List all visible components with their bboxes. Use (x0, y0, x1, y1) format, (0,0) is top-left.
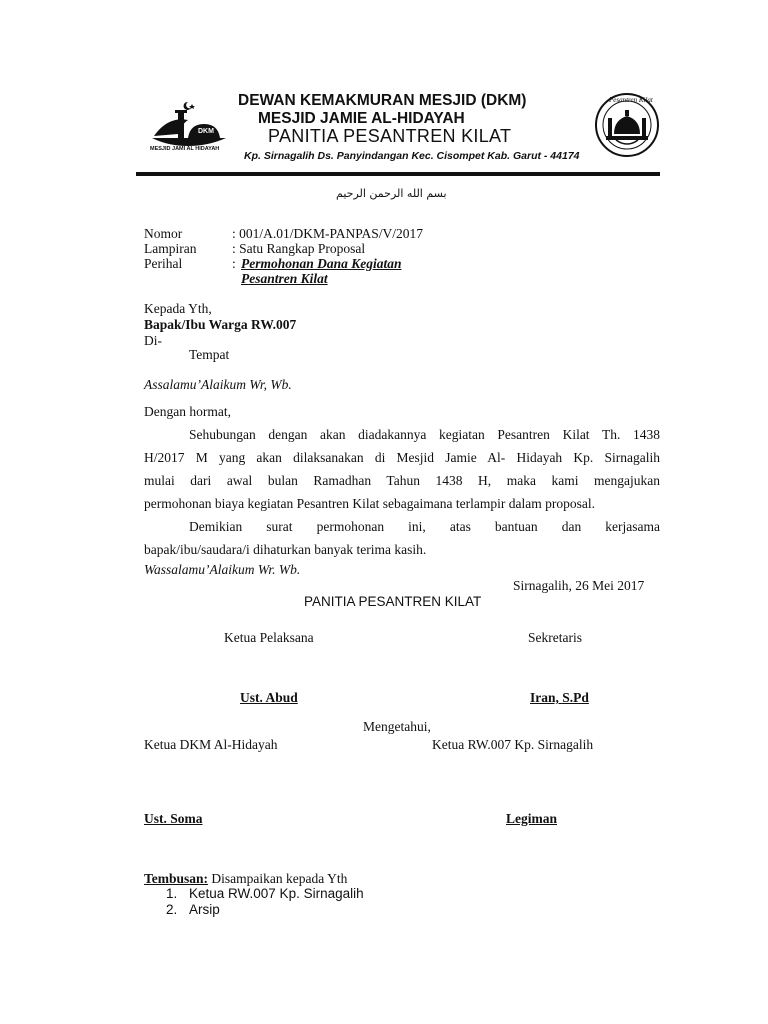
opening: Dengan hormat, (144, 404, 231, 419)
dkm-logo (148, 94, 230, 156)
place-date: Sirnagalih, 26 Mei 2017 (513, 578, 645, 593)
perihal-value-2: Pesantren Kilat (241, 271, 328, 286)
header-rule-thick (136, 172, 660, 176)
paragraph-2-line-2: bapak/ibu/saudara/i dihaturkan banyak terima kasih. (144, 542, 427, 557)
tembusan-item-2-num: 2. (166, 902, 178, 917)
right-logo-text: Pesantren Kilat (609, 96, 653, 104)
left-logo-text: DKM (198, 128, 214, 135)
tembusan-item-1-num: 1. (166, 886, 178, 901)
ketua-dkm-title: Ketua DKM Al-Hidayah (144, 737, 278, 752)
lampiran-value: : Satu Rangkap Proposal (232, 241, 366, 256)
ketua-rw-name: Legiman (506, 811, 558, 826)
tembusan-item-1-text: Ketua RW.007 Kp. Sirnagalih (189, 886, 364, 901)
perihal-label: Perihal (144, 256, 183, 271)
ketua-pelaksana-name: Ust. Abud (240, 690, 298, 705)
lampiran-label: Lampiran (144, 241, 197, 256)
org-line-1: DEWAN KEMAKMURAN MESJID (DKM) (238, 92, 527, 109)
pesantren-kilat-logo (594, 92, 660, 158)
paragraph-1-line-1: Sehubungan dengan akan diadakannya kegiatan Pesantren Kilat Th. 1438 (189, 427, 660, 442)
org-line-2: MESJID JAMIE AL-HIDAYAH (258, 110, 465, 127)
org-line-3: PANITIA PESANTREN KILAT (268, 126, 512, 146)
closing: Wassalamu’Alaikum Wr. Wb. (144, 562, 301, 577)
left-logo-caption: MESJID JAMI AL HIDAYAH (150, 146, 220, 152)
nomor-label: Nomor (144, 226, 183, 241)
perihal-colon: : (232, 256, 236, 271)
tembusan-item-2-text: Arsip (189, 902, 220, 917)
ketua-rw-title: Ketua RW.007 Kp. Sirnagalih (432, 737, 594, 752)
tembusan-label: Tembusan: (144, 871, 209, 886)
recipient-line-2: Bapak/Ibu Warga RW.007 (144, 317, 297, 332)
recipient-line-3: Di- (144, 333, 162, 348)
paragraph-1-line-3: mulai dari awal bulan Ramadhan Tahun 1438 H, maka kami mengajukan (144, 473, 660, 488)
paragraph-1-line-4: permohonan biaya kegiatan Pesantren Kilat sebagaimana terlampir dalam proposal. (144, 496, 595, 511)
committee-name: PANITIA PESANTREN KILAT (304, 594, 482, 609)
sekretaris-name: Iran, S.Pd (530, 690, 589, 705)
perihal-value-1: Permohonan Dana Kegiatan (241, 256, 402, 271)
mengetahui: Mengetahui, (363, 719, 431, 734)
tembusan-text: Disampaikan kepada Yth (208, 871, 348, 886)
basmalah: بسم الله الرحمن الرحيم (336, 187, 447, 200)
ketua-pelaksana-title: Ketua Pelaksana (224, 630, 314, 645)
greeting: Assalamu’Alaikum Wr, Wb. (144, 377, 292, 392)
tembusan-block (144, 871, 347, 887)
nomor-value: : 001/A.01/DKM-PANPAS/V/2017 (232, 226, 424, 241)
org-address: Kp. Sirnagalih Ds. Panyindangan Kec. Cisompet Kab. Garut - 44174 (244, 150, 580, 162)
recipient-line-4: Tempat (189, 347, 230, 362)
ketua-dkm-name: Ust. Soma (144, 811, 203, 826)
sekretaris-title: Sekretaris (528, 630, 582, 645)
recipient-line-1: Kepada Yth, (144, 301, 212, 316)
paragraph-2-line-1: Demikian surat permohonan ini, atas bantuan dan kerjasama (189, 519, 660, 534)
paragraph-1-line-2: H/2017 M yang akan dilaksanakan di Mesjid Jamie Al- Hidayah Kp. Sirnagalih (144, 450, 660, 465)
